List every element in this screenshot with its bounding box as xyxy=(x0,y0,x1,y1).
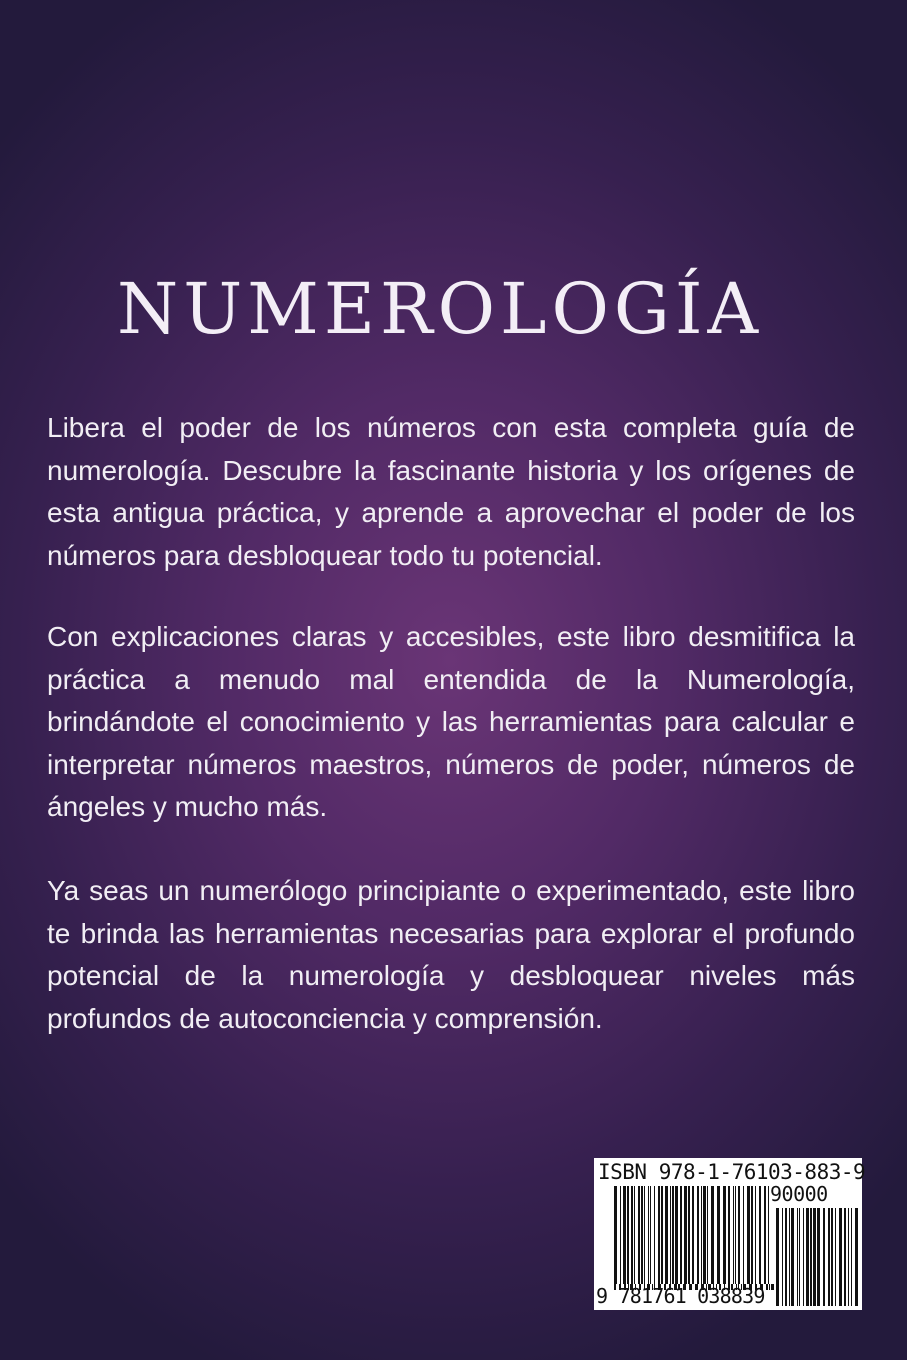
barcode-bar xyxy=(759,1186,761,1284)
barcode-bar xyxy=(675,1186,678,1284)
barcode-bar xyxy=(672,1186,674,1284)
barcode-bar xyxy=(848,1208,849,1306)
barcode-bar xyxy=(661,1186,663,1284)
barcode-bar xyxy=(723,1186,726,1284)
barcode-bar xyxy=(707,1186,708,1284)
barcode-bar xyxy=(764,1186,766,1284)
barcode-bar xyxy=(810,1208,812,1306)
barcode-bar xyxy=(806,1208,809,1306)
barcode-bar xyxy=(791,1208,794,1306)
barcode-bar xyxy=(851,1208,852,1306)
barcode-bar xyxy=(638,1186,640,1284)
barcode-bar xyxy=(855,1208,858,1306)
barcode-bar xyxy=(711,1186,714,1284)
book-title: NUMEROLOGÍA xyxy=(116,268,764,350)
barcode-bar xyxy=(797,1208,798,1306)
barcode-bar xyxy=(839,1208,842,1306)
ean-number: 9 781761 038839 xyxy=(596,1284,765,1308)
barcode-bar xyxy=(747,1186,750,1284)
barcode-bar xyxy=(844,1208,846,1306)
barcode-bar xyxy=(650,1186,651,1284)
barcode-bar xyxy=(614,1186,617,1284)
description-paragraph-1: Libera el poder de los números con esta completa guía de numerología. Descubre la fascinante historia y los orígenes de esta antigua práctica, y aprende a aprovechar el poder de los números para desbloquear todo tu potencial. xyxy=(47,412,855,571)
barcode-bar xyxy=(803,1208,804,1306)
barcode-bar xyxy=(735,1186,736,1284)
barcode-bar xyxy=(688,1186,690,1284)
description-paragraph-2: Con explicaciones claras y accesibles, este libro desmitifica la práctica a menudo mal entendida de la Numerología, brindándote el conocimiento y las herramientas para calcular e interpretar números maestros, números de poder, números de ángeles y mucho más. xyxy=(47,621,855,822)
barcode-bar xyxy=(751,1186,753,1284)
barcode-bar xyxy=(828,1208,830,1306)
isbn-barcode xyxy=(594,1158,866,1310)
barcode-bar xyxy=(701,1186,702,1284)
barcode-bar xyxy=(835,1208,836,1306)
isbn-label: ISBN 978-1-76103-883-9 xyxy=(598,1160,866,1184)
barcode-bar xyxy=(813,1208,816,1306)
barcode-bar xyxy=(743,1186,744,1284)
price-addon-code: 90000 xyxy=(770,1182,828,1206)
barcode-bar xyxy=(717,1186,720,1284)
barcode-bar xyxy=(728,1186,730,1284)
barcode-bar xyxy=(665,1186,668,1284)
barcode-bar xyxy=(785,1208,787,1306)
barcode-bar xyxy=(680,1186,682,1284)
barcode-bar xyxy=(648,1186,649,1284)
barcode-bar xyxy=(799,1208,800,1306)
barcode-bar xyxy=(789,1208,790,1306)
description-paragraph-3: Ya seas un numerólogo principiante o experimentado, este libro te brinda las herramientas necesarias para explorar el profundo potencial de la numerología y desbloquear niveles más profundos de autoconciencia y comprensión. xyxy=(47,875,855,1034)
barcode-bar xyxy=(634,1186,635,1284)
barcode-bar xyxy=(623,1186,626,1284)
barcode-bar xyxy=(620,1186,621,1284)
barcode-bar xyxy=(644,1186,645,1284)
barcode-bar xyxy=(831,1208,833,1306)
barcode-bar xyxy=(768,1186,769,1284)
barcode-bar xyxy=(782,1208,783,1306)
barcode-bar xyxy=(697,1186,699,1284)
barcode-bar xyxy=(733,1186,734,1284)
barcode-bar xyxy=(703,1186,706,1284)
barcode-bar xyxy=(684,1186,687,1284)
barcode-bar xyxy=(738,1186,740,1284)
barcode-bar xyxy=(692,1186,694,1284)
barcode-bar xyxy=(631,1186,633,1284)
barcode-bar xyxy=(823,1208,825,1306)
barcode-bar xyxy=(658,1186,660,1284)
barcode-bar xyxy=(654,1186,655,1284)
barcode-bar xyxy=(755,1186,756,1284)
barcode-bar xyxy=(641,1186,643,1284)
barcode-bar xyxy=(670,1186,671,1284)
barcode-bar xyxy=(627,1186,629,1284)
barcode-bar xyxy=(817,1208,820,1306)
